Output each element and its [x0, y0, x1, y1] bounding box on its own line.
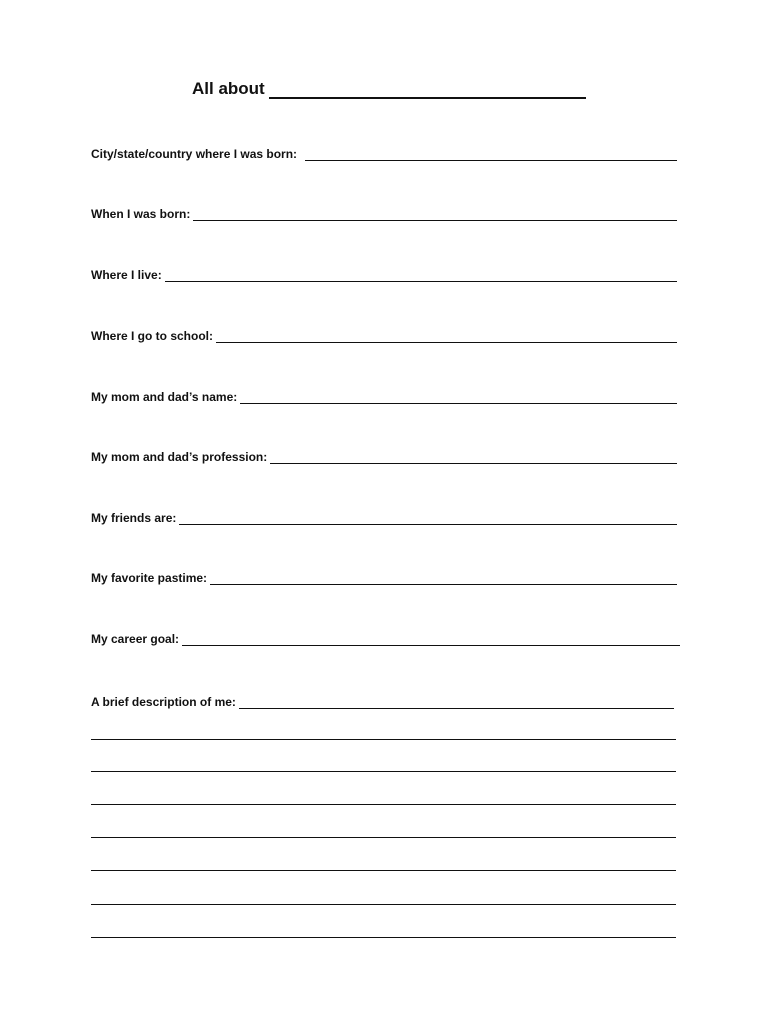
description-blank[interactable]: [239, 694, 674, 709]
parents-name-label: My mom and dad’s name:: [91, 390, 238, 404]
pastime-label: My favorite pastime:: [91, 571, 208, 585]
parents-profession-field: [91, 448, 677, 464]
birth-date-label: When I was born:: [91, 207, 191, 221]
parents-profession-blank[interactable]: [270, 449, 677, 464]
friends-blank[interactable]: [179, 510, 677, 525]
friends-field: [91, 509, 677, 525]
parents-name-blank[interactable]: [240, 389, 677, 404]
residence-label: Where I live:: [91, 268, 162, 282]
school-blank[interactable]: [216, 328, 677, 343]
parents-name-field: [91, 388, 677, 404]
career-goal-label: My career goal:: [91, 632, 180, 646]
pastime-field: [91, 569, 677, 585]
description-line[interactable]: [91, 738, 676, 740]
birthplace-label: City/state/country where I was born:: [91, 147, 298, 161]
residence-blank[interactable]: [165, 267, 677, 282]
pastime-blank[interactable]: [210, 570, 677, 585]
description-line[interactable]: [91, 936, 676, 938]
birthplace-blank[interactable]: [305, 146, 677, 161]
birthplace-field: [91, 145, 677, 161]
description-line[interactable]: [91, 836, 676, 838]
school-field: [91, 327, 677, 343]
friends-label: My friends are:: [91, 511, 177, 525]
career-goal-blank[interactable]: [182, 631, 680, 646]
residence-field: [91, 266, 677, 282]
birth-date-blank[interactable]: [193, 206, 677, 221]
description-line[interactable]: [91, 803, 676, 805]
career-goal-field: [91, 630, 680, 646]
worksheet-title: [192, 78, 586, 99]
description-line[interactable]: [91, 869, 676, 871]
description-line[interactable]: [91, 770, 676, 772]
title-name-blank[interactable]: [269, 78, 586, 99]
birth-date-field: [91, 205, 677, 221]
school-label: Where I go to school:: [91, 329, 213, 343]
description-label: A brief description of me:: [91, 695, 236, 709]
description-line[interactable]: [91, 903, 676, 905]
title-label: All about: [192, 79, 265, 98]
parents-profession-label: My mom and dad’s profession:: [91, 450, 268, 464]
description-field: [91, 693, 674, 709]
